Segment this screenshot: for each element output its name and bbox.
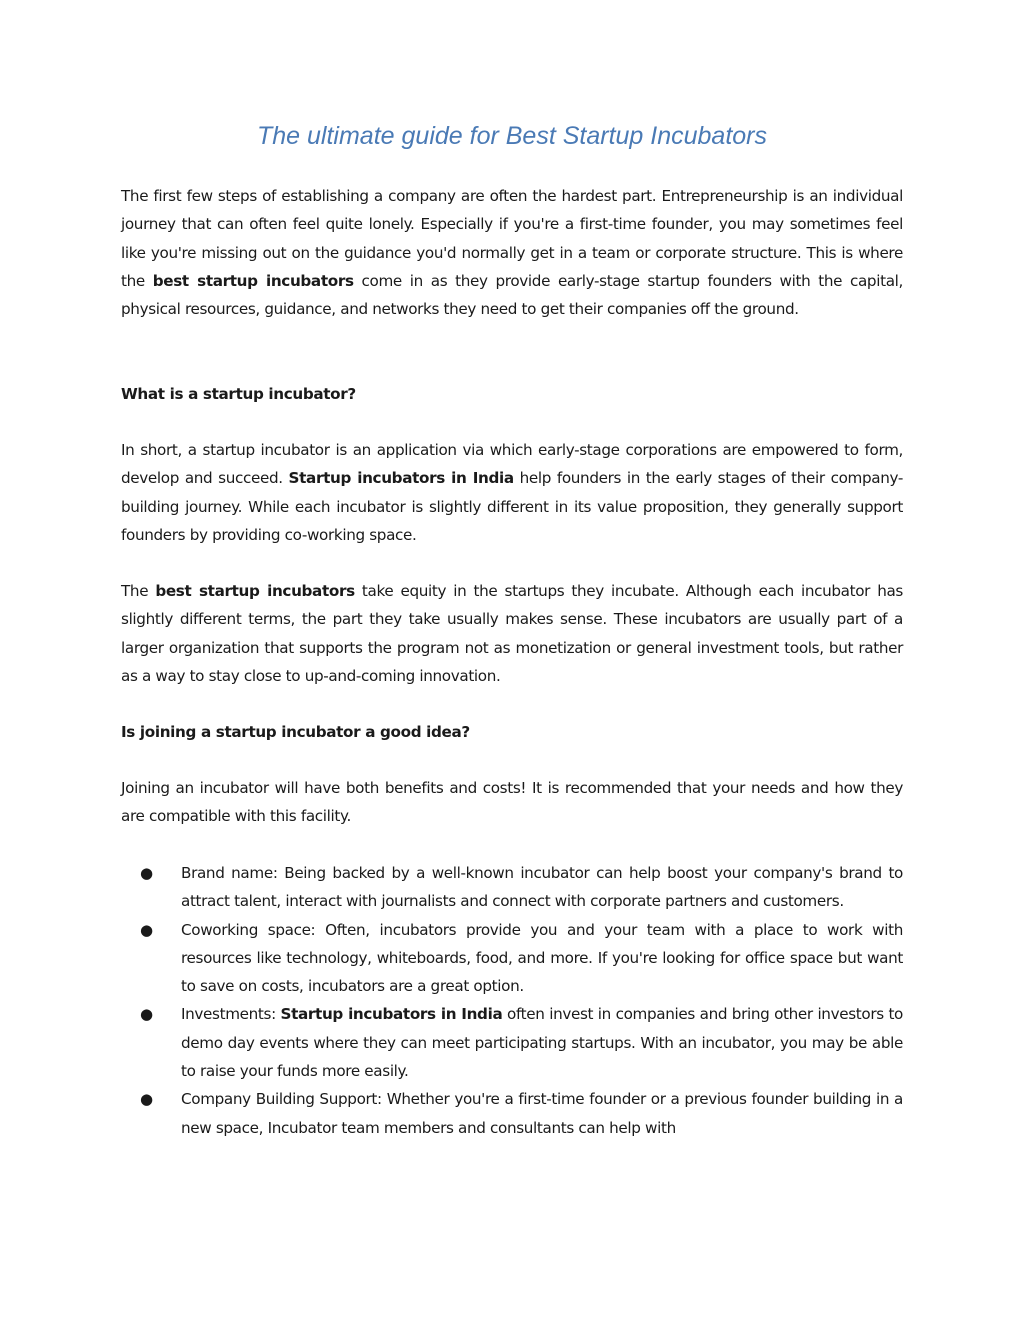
document-title: The ultimate guide for Best Startup Incubators (257, 122, 767, 150)
para2-text-2: help founders in the early stages of their company-building journey. While each incubator is slightly different in its value proposition, they generally support founders by providing co-working space. (121, 469, 903, 544)
bullet-icon: ● (140, 1005, 153, 1024)
para3-bold: best startup incubators (155, 582, 355, 600)
intro-text-1: The first few steps of establishing a company are often the hardest part. Entrepreneurship is an individual journey that can often feel quite lonely. Especially if you're a first-time founder, you may sometimes feel like you're missing out on the guidance you'd normally get in a team or corporate structure. This is where the (121, 187, 903, 290)
para2-text-1: In short, a startup incubator is an application via which early-stage corporations are empowered to form, develop and succeed. (121, 441, 903, 488)
para2-bold: Startup incubators in India (288, 469, 514, 488)
bullet-icon: ● (140, 920, 153, 939)
list-item-text: Company Building Support: Whether you're a first-time founder or a previous founder building in a new space, Incubator team members and consultants can help with (181, 1090, 903, 1137)
list-item-text-2: often invest in companies and bring other investors to demo day events where they can meet participating startups. With an incubator, you may be able to raise your funds more easily. (181, 1005, 903, 1081)
list-item (121, 916, 903, 1001)
para3-text-2: take equity in the startups they incubate. Although each incubator has slightly different terms, the part they take usually makes sense. These incubators are usually part of a larger organization that supports the program not as monetization or general investment tools, but rather as a way to stay close to up-and-coming innovation. (121, 582, 903, 685)
list-item-text: Coworking space: Often, incubators provide you and your team with a place to work with resources like technology, whiteboards, food, and more. If you're looking for office space but want to save on costs, incubators are a great option. (181, 920, 903, 996)
list-item-text: Brand name: Being backed by a well-known incubator can help boost your company's brand to attract talent, interact with journalists and connect with corporate partners and customers. (181, 864, 903, 911)
intro-bold: best startup incubators (152, 271, 354, 290)
bullet-icon: ● (140, 1090, 153, 1109)
intro-text-2: come in as they provide early-stage startup founders with the capital, physical resources, guidance, and networks they need to get their companies off the ground. (121, 271, 903, 319)
list-item (121, 859, 903, 916)
intro-paragraph (121, 182, 903, 323)
list-item-text: Investments: (181, 1005, 281, 1024)
bullet-icon: ● (140, 864, 153, 882)
list-item (121, 1000, 903, 1085)
list-item-bold: Startup incubators in India (280, 1005, 503, 1024)
benefits-list (121, 859, 903, 1142)
equity-paragraph (121, 577, 903, 690)
list-item (121, 1085, 903, 1142)
definition-paragraph (121, 436, 903, 549)
heading-good-idea: Is joining a startup incubator a good idea? (121, 723, 470, 741)
heading-what-is-incubator: What is a startup incubator? (121, 385, 356, 403)
benefits-costs-paragraph: Joining an incubator will have both benefits and costs! It is recommended that your needs and how they are compatible with this facility. (121, 779, 903, 826)
para3-text-1: The (121, 582, 156, 600)
